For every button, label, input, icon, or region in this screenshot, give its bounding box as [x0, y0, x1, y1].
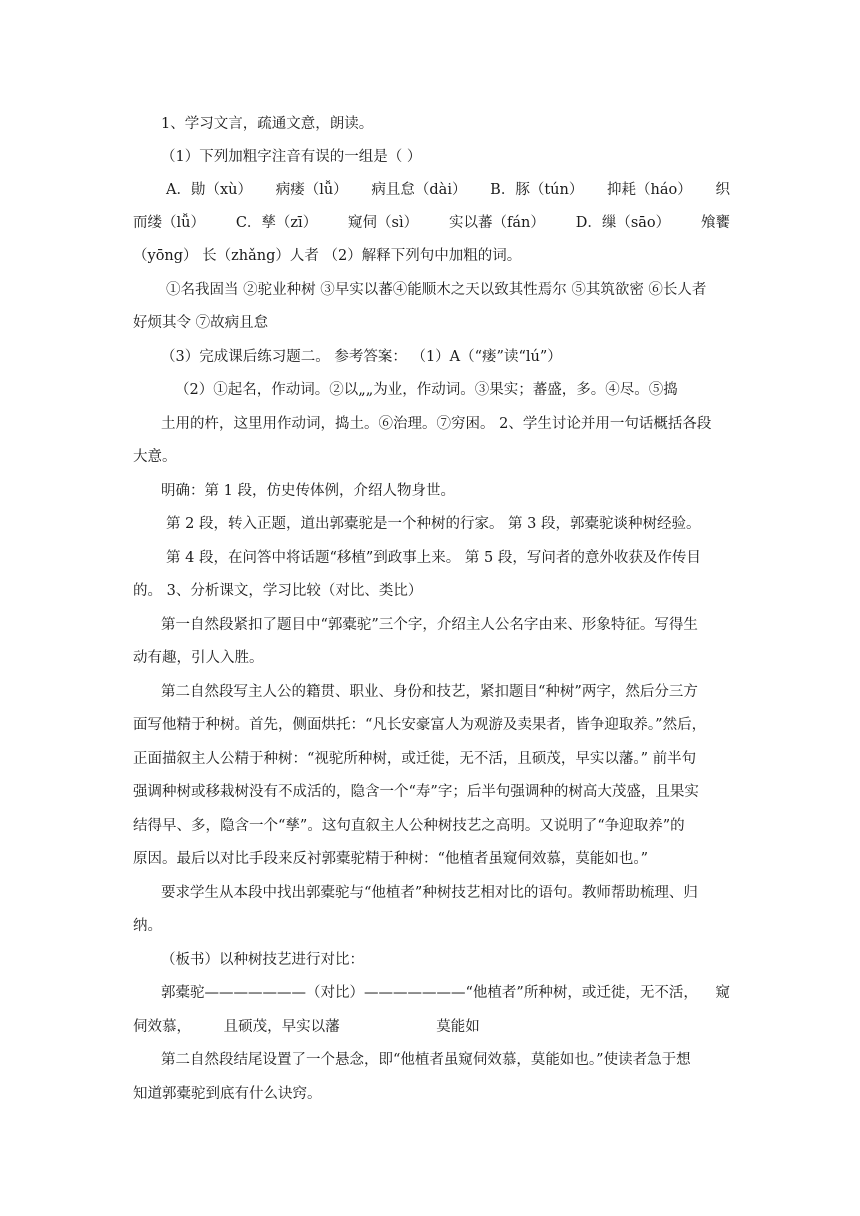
paragraph-line: 强调种树或移栽树没有不成活的，隐含一个“寿”字；后半句强调种的树高大茂盛，且果实 — [133, 784, 699, 800]
paragraph-line: 面写他精于种树。首先，侧面烘托：“凡长安豪富人为观游及卖果者，皆争迎取养。”然后， — [133, 717, 707, 733]
option-item: D．缫（sāo） — [575, 215, 671, 231]
option-item: 抑耗（háo） — [607, 182, 692, 198]
paragraph-line: （3）完成课后练习题二。 参考答案： （1）A（“瘘”读“lú”） — [161, 349, 562, 365]
board-text: 郭橐驼———————（对比）———————“他植者”所种树，或迁徙，无不活， — [161, 985, 698, 1001]
paragraph-line: 的。 3、分析课文，学习比较（对比、类比） — [133, 583, 423, 599]
paragraph-line: 明确：第 1 段，仿史传体例，介绍人物身世。 — [161, 483, 455, 499]
board-text: 伺效慕， — [133, 1019, 191, 1035]
board-line — [161, 983, 730, 1003]
board-text: 莫能如 — [436, 1019, 480, 1035]
paragraph-line: 第 2 段，转入正题，道出郭橐驼是一个种树的行家。 第 3 段，郭橐驼谈种树经验。 — [166, 516, 701, 532]
options-row — [133, 213, 730, 233]
board-text: 窥 — [715, 985, 730, 1001]
paragraph-line: 第二自然段写主人公的籍贯、职业、身份和技艺，紧扣题目“种树”两字，然后分三方 — [161, 684, 698, 700]
paragraph-line: （1）下列加粗字注音有误的一组是（ ） — [161, 149, 422, 165]
paragraph-line: 大意。 — [133, 449, 177, 465]
paragraph-line: 要求学生从本段中找出郭橐驼与“他植者”种树技艺相对比的语句。教师帮助梳理、归 — [161, 885, 698, 901]
option-item: 病且怠（dài） — [371, 182, 467, 198]
board-text: 且硕茂，早实以藩 — [223, 1019, 340, 1035]
paragraph-line: 好烦其令 ⑦故病且怠 — [133, 315, 269, 331]
option-item: 而缕（lǚ） — [133, 215, 205, 231]
paragraph-line: 原因。最后以对比手段来反衬郭橐驼精于种树：“他植者虽窥伺效慕，莫能如也。” — [133, 851, 649, 867]
options-row — [166, 180, 730, 200]
paragraph-line: 第一自然段紧扣了题目中“郭橐驼”三个字，介绍主人公名字由来、形象特征。写得生 — [161, 617, 698, 633]
paragraph-line: 第 4 段，在问答中将话题“移植”到政事上来。 第 5 段，写问者的意外收获及作传目 — [166, 550, 701, 566]
option-item: 实以蕃（fán） — [448, 215, 545, 231]
option-item: 飧饔 — [700, 215, 730, 231]
option-item: C．孳（zī） — [235, 215, 318, 231]
paragraph-line: 正面描叙主人公精于种树：“视驼所种树，或迁徙，无不活，且硕茂，早实以藩。” 前半句 — [133, 751, 697, 767]
paragraph-line: 知道郭橐驼到底有什么诀窍。 — [133, 1086, 322, 1102]
option-item: 病瘘（lǚ） — [275, 182, 348, 198]
paragraph-line: 纳。 — [133, 918, 162, 934]
paragraph-line: 结得早、多，隐含一个“孳”。这句直叙主人公种树技艺之高明。又说明了“争迎取养”的 — [133, 818, 685, 834]
paragraph-line: 第二自然段结尾设置了一个悬念，即“他植者虽窥伺效慕，莫能如也。”使读者急于想 — [161, 1052, 691, 1068]
option-item: 织 — [715, 182, 730, 198]
option-item: 窥伺（sì） — [348, 215, 419, 231]
board-line — [133, 1017, 480, 1037]
paragraph-line: （2）①起名，作动词。②以„„为业，作动词。③果实；蕃盛，多。④尽。⑤捣 — [175, 382, 678, 398]
paragraph-line: （板书）以种树技艺进行对比： — [161, 952, 364, 968]
paragraph-line: 1、学习文言，疏通文意，朗读。 — [161, 116, 374, 132]
paragraph-line: ①名我固当 ②驼业种树 ③早实以蕃④能顺木之天以致其性焉尔 ⑤其筑欲密 ⑥长人者 — [166, 282, 707, 298]
option-item: B．豚（tún） — [490, 182, 584, 198]
paragraph-line: （yōng） 长（zhǎng）人者 （2）解释下列句中加粗的词。 — [133, 248, 522, 264]
paragraph-line: 土用的杵，这里用作动词，捣土。⑥治理。⑦穷困。 2、学生讨论并用一句话概括各段 — [161, 416, 712, 432]
paragraph-line: 动有趣，引人入胜。 — [133, 650, 264, 666]
option-item: A．勛（xù） — [166, 182, 252, 198]
